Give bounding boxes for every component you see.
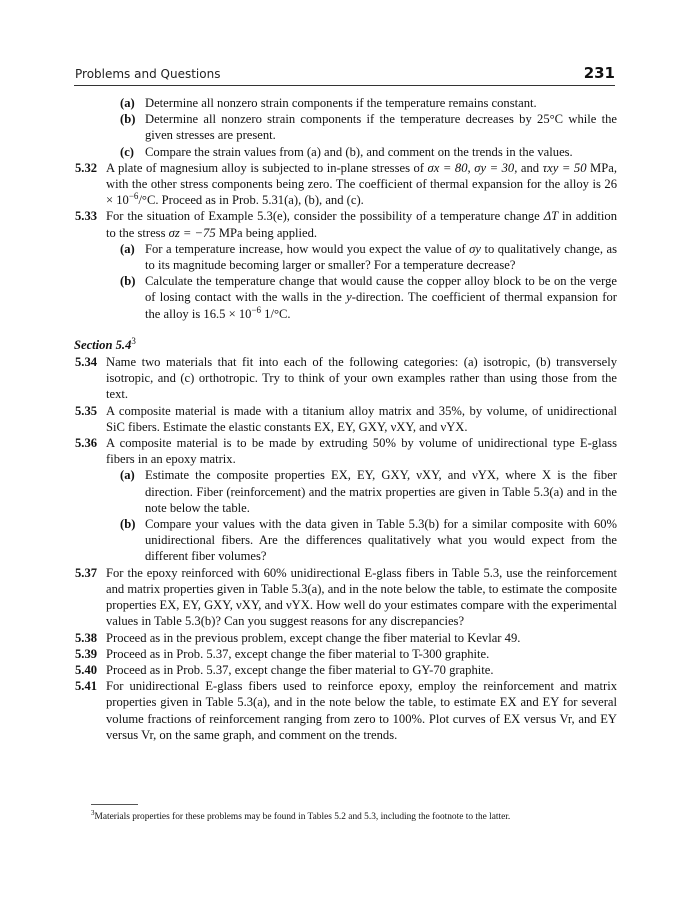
- footnote-rule: [91, 804, 138, 805]
- section-title: Section 5.4: [74, 337, 132, 352]
- page-number: 231: [583, 64, 615, 82]
- math-sigma-y: σy: [469, 241, 481, 256]
- problem-text: For unidirectional E-glass fibers used to reinforce epoxy, employ the reinforcement and matrix properties given in Table 5.3(a), and in the note below the table, to estimate EX and EY for several volume fractions of reinforcement ranging from zero to 100%. Plot curves of EX versus Vr, and EY versus Vr, on the same graph, and comment on the trends.: [106, 679, 617, 742]
- problem-5-36-a: [74, 467, 617, 516]
- problem-number: 5.36: [75, 436, 98, 451]
- problem-number: 5.35: [75, 403, 98, 418]
- problem-text: Proceed as in the previous problem, except change the fiber material to Kevlar 49.: [106, 630, 521, 645]
- math-sigma-z: σz = −75: [168, 225, 216, 240]
- problem-number: 5.39: [75, 646, 98, 661]
- problem-5-35: [74, 403, 617, 435]
- item-text: Compare the strain values from (a) and (b), and comment on the trends in the values.: [145, 144, 573, 159]
- problem-text: A composite material is to be made by extruding 50% by volume of unidirectional type E-glass fibers in an epoxy matrix.: [106, 436, 617, 467]
- footnote: [91, 808, 611, 823]
- item-label: (a): [120, 468, 135, 483]
- cont-item-a: [74, 95, 617, 111]
- running-head: Problems and Questions: [75, 67, 221, 81]
- item-text: Determine all nonzero strain components if the temperature decreases by 25°C while the given stresses are present.: [145, 112, 617, 143]
- problem-text: For the epoxy reinforced with 60% unidirectional E-glass fibers in Table 5.3, use the reinforcement and matrix properties given in Table 5.3(a), and in the note below the table, to estimate the composite properties EX, EY, GXY, νXY, and νYX. How well do your estimates compare with the experimental values in Table 5.3(b)? Can you suggest reasons for any discrepancies?: [106, 565, 617, 629]
- problem-text: Proceed as in Prob. 5.37, except change the fiber material to T-300 graphite.: [106, 646, 490, 661]
- problem-5-36-b: [74, 516, 617, 565]
- section-heading: [74, 337, 617, 353]
- footnote-mark: 3: [91, 808, 95, 817]
- item-label: (a): [120, 96, 135, 110]
- text-run: For the situation of Example 5.3(e), consider the possibility of a temperature change: [106, 209, 544, 224]
- exponent: −6: [251, 304, 262, 315]
- header-rule: [74, 85, 615, 86]
- problem-number: 5.32: [75, 160, 98, 175]
- item-label: (a): [120, 241, 135, 256]
- problem-text: A composite material is made with a titanium alloy matrix and 35%, by volume, of unidirectional SiC fibers. Estimate the elastic constants EX, EY, GXY, νXY, and νYX.: [106, 403, 617, 434]
- item-label: (b): [120, 274, 136, 289]
- text-run: 1/°C.: [261, 306, 291, 321]
- text-run: , and: [514, 160, 543, 175]
- math-sigma-y: σy = 30: [474, 160, 515, 175]
- cont-item-b: [74, 111, 617, 143]
- text-run: to qualitatively change, as to its magnitude becoming larger or smaller? For a temperature decrease?: [145, 241, 617, 273]
- item-text: Compare your values with the data given in Table 5.3(b) for a similar composite with 60% unidirectional fibers. Are the differences qualitatively what you would expect from the different fiber volumes?: [145, 517, 617, 564]
- problem-5-33: [74, 208, 617, 240]
- problem-number: 5.34: [75, 355, 98, 370]
- problem-5-37: [74, 565, 617, 630]
- problem-5-39: [74, 646, 617, 662]
- item-label: (c): [120, 144, 134, 159]
- math-delta-t: ΔT: [543, 209, 559, 224]
- problem-number: 5.38: [75, 630, 98, 645]
- exponent: −6: [128, 191, 139, 202]
- page-header: [74, 64, 615, 87]
- text-run: -direction. The coefficient of thermal expansion for the alloy is 16.5 × 10: [145, 290, 617, 321]
- text-run: /°C. Proceed as in Prob. 5.31(a), (b), and (c).: [138, 193, 364, 208]
- problem-5-32: [74, 160, 617, 209]
- problem-number: 5.33: [75, 209, 98, 224]
- problem-5-33-b: [74, 273, 617, 322]
- item-label: (b): [120, 517, 136, 532]
- problem-5-33-a: [74, 241, 617, 273]
- text-run: MPa, with the other stress components being zero. The coefficient of thermal expansion for the alloy is 26 × 10: [106, 160, 617, 208]
- item-text: Estimate the composite properties EX, EY, GXY, νXY, and νYX, where X is the fiber direction. Fiber (reinforcement) and the matrix properties are given in Table 5.3(a) and in the note below the table.: [145, 468, 617, 515]
- math-sigma-x: σx = 80: [427, 160, 468, 175]
- text-run: For a temperature increase, how would you expect the value of: [145, 241, 470, 256]
- item-label: (b): [120, 112, 136, 127]
- problems-list: [74, 95, 617, 743]
- problem-5-40: [74, 662, 617, 678]
- problem-5-41: [74, 678, 617, 743]
- text-run: MPa being applied.: [215, 225, 318, 240]
- cont-item-c: [74, 144, 617, 160]
- problem-5-38: [74, 630, 617, 646]
- text-run: in addition to the stress: [106, 209, 617, 240]
- math-y: y: [346, 290, 352, 305]
- problem-number: 5.41: [75, 679, 98, 694]
- problem-number: 5.37: [75, 565, 98, 580]
- item-text: Determine all nonzero strain components if the temperature remains constant.: [145, 96, 537, 110]
- footnote-ref: 3: [131, 335, 136, 346]
- problem-number: 5.40: [75, 662, 98, 677]
- problem-5-36: [74, 435, 617, 467]
- problem-5-34: [74, 354, 617, 403]
- problem-text: Name two materials that fit into each of the following categories: (a) isotropic, (b) transversely isotropic, and (c) orthotropic. Try to think of your own examples rather than using those from the text.: [106, 355, 617, 402]
- math-tau-xy: τxy = 50: [542, 160, 587, 175]
- text-run: Calculate the temperature change that would cause the copper alloy block to be on the verge of losing contact with the walls in the: [145, 274, 617, 305]
- footnote-text: Materials properties for these problems may be found in Tables 5.2 and 5.3, including the footnote to the latter.: [94, 812, 511, 822]
- text-run: A plate of magnesium alloy is subjected to in-plane stresses of: [106, 160, 428, 175]
- text-run: ,: [467, 160, 475, 175]
- problem-text: Proceed as in Prob. 5.37, except change the fiber material to GY-70 graphite.: [106, 662, 494, 677]
